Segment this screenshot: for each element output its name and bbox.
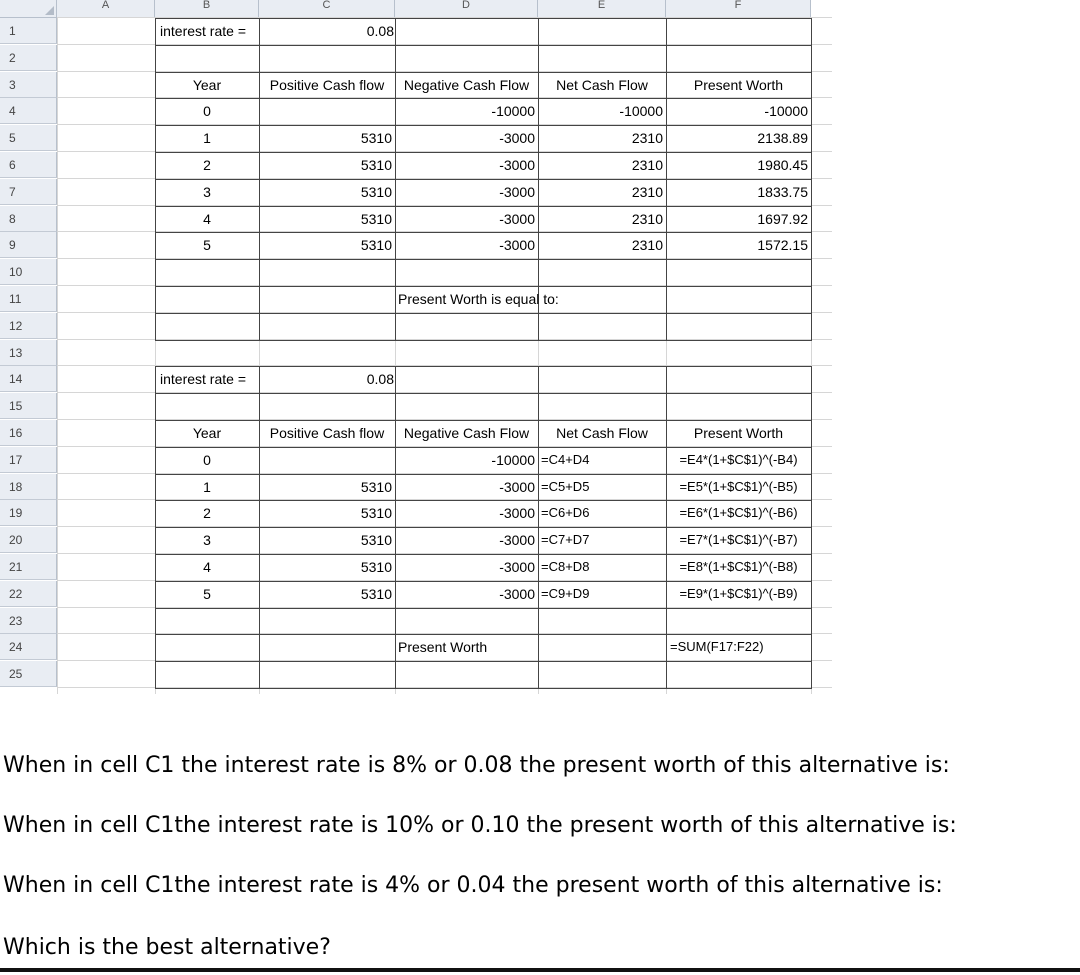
cell-B14[interactable]: interest rate = <box>160 371 246 387</box>
cell-border <box>395 608 539 636</box>
cell-border <box>259 634 396 662</box>
question-4: Which is the best alternative? <box>3 935 331 960</box>
cell-border <box>395 366 539 394</box>
gridline-vertical <box>57 18 58 694</box>
column-header-E[interactable]: E <box>538 0 666 18</box>
table-cell[interactable]: =E7*(1+$C$1)^(-B7) <box>679 532 798 548</box>
cell-border <box>155 45 260 73</box>
cell-border <box>395 45 539 73</box>
row-header-2[interactable]: 2 <box>0 45 57 71</box>
table-cell[interactable]: 1 <box>203 478 211 495</box>
cell-border <box>155 259 260 287</box>
table-cell[interactable]: -10000 <box>491 103 535 120</box>
cell-border <box>395 393 539 421</box>
table-cell[interactable] <box>259 447 395 473</box>
column-label-negative-cash-flow[interactable]: Negative Cash Flow <box>403 425 530 441</box>
table-cell[interactable]: 5310 <box>360 559 392 575</box>
table-cell[interactable]: -3000 <box>499 183 535 200</box>
table-cell[interactable]: =C4+D4 <box>541 451 590 467</box>
row-header-25[interactable]: 25 <box>0 661 57 687</box>
column-header-C[interactable]: C <box>259 0 395 18</box>
column-label-year[interactable]: Year <box>192 425 222 441</box>
row-header-18[interactable]: 18 <box>0 474 57 500</box>
cell-border <box>538 18 667 46</box>
row-header-10[interactable]: 10 <box>0 259 57 285</box>
table-cell[interactable]: -3000 <box>499 559 535 575</box>
table-cell[interactable]: -3000 <box>499 505 535 522</box>
column-header-B[interactable]: B <box>155 0 259 18</box>
cell-border <box>259 45 396 73</box>
table-cell[interactable]: 3 <box>203 183 211 200</box>
table-cell[interactable]: -10000 <box>491 451 535 468</box>
cell-border <box>155 608 260 636</box>
row-header-11[interactable]: 11 <box>0 286 57 312</box>
table-cell[interactable]: 1980.45 <box>757 157 808 173</box>
cell-border <box>666 313 812 341</box>
table-cell[interactable]: 0 <box>203 451 211 468</box>
cell-border <box>666 608 812 636</box>
cell-border <box>259 259 396 287</box>
cell-border <box>395 661 539 689</box>
select-all-icon <box>45 6 54 15</box>
cell-border <box>155 393 260 421</box>
cell-B1[interactable]: interest rate = <box>160 23 246 39</box>
row-header-16[interactable]: 16 <box>0 420 57 446</box>
row-header-21[interactable]: 21 <box>0 554 57 580</box>
cell-D11[interactable]: Present Worth is equal to: <box>398 291 559 307</box>
table-cell[interactable]: 2310 <box>631 210 663 227</box>
table-cell[interactable]: =E8*(1+$C$1)^(-B8) <box>679 559 798 574</box>
row-header-9[interactable]: 9 <box>0 232 57 258</box>
cell-D24[interactable]: Present Worth <box>398 639 488 655</box>
table-cell[interactable]: 1572.15 <box>757 237 808 254</box>
table-cell[interactable]: -3000 <box>499 210 535 227</box>
cell-C1[interactable]: 0.08 <box>366 23 394 39</box>
cell-border <box>259 608 396 636</box>
table-cell[interactable]: 5310 <box>360 183 392 200</box>
cell-border <box>395 313 539 341</box>
cell-border <box>259 393 396 421</box>
row-header-15[interactable]: 15 <box>0 393 57 419</box>
column-label-present-worth[interactable]: Present Worth <box>693 425 784 441</box>
cell-border <box>666 259 812 287</box>
cell-border <box>666 393 812 421</box>
table-cell[interactable]: 2 <box>203 157 211 173</box>
question-3: When in cell C1the interest rate is 4% or 0.04 the present worth of this alternative is: <box>3 873 943 898</box>
table-cell[interactable]: -3000 <box>499 532 535 549</box>
table-cell[interactable]: -3000 <box>499 585 535 602</box>
table-cell[interactable]: =E4*(1+$C$1)^(-B4) <box>679 451 798 467</box>
row-header-17[interactable]: 17 <box>0 447 57 473</box>
table-cell[interactable]: 1833.75 <box>757 183 808 200</box>
table-cell[interactable]: -3000 <box>499 157 535 173</box>
table-cell[interactable]: 4 <box>203 210 211 227</box>
table-cell[interactable]: 5310 <box>360 505 392 522</box>
table-cell[interactable]: 2310 <box>631 130 663 147</box>
table-cell[interactable]: -3000 <box>499 237 535 254</box>
cell-border <box>538 661 667 689</box>
table-cell[interactable]: =C6+D6 <box>541 505 590 521</box>
row-header-5[interactable]: 5 <box>0 125 57 151</box>
table-cell[interactable]: 5310 <box>360 237 392 254</box>
cell-border <box>538 313 667 341</box>
column-header-F[interactable]: F <box>666 0 811 18</box>
bottom-divider <box>0 968 1080 972</box>
cell-border <box>259 286 396 314</box>
table-cell[interactable]: =E5*(1+$C$1)^(-B5) <box>679 478 798 494</box>
row-header-13[interactable]: 13 <box>0 340 57 366</box>
column-label-net-cash-flow[interactable]: Net Cash Flow <box>556 425 648 441</box>
table-cell[interactable]: 5310 <box>360 585 392 602</box>
column-label-net-cash-flow[interactable]: Net Cash Flow <box>556 76 648 93</box>
cell-border <box>666 366 812 394</box>
row-header-3[interactable]: 3 <box>0 72 57 98</box>
cell-border <box>538 259 667 287</box>
table-cell[interactable]: =C9+D9 <box>541 585 590 601</box>
table-cell[interactable]: 5 <box>203 237 211 254</box>
row-header-23[interactable]: 23 <box>0 608 57 634</box>
table-cell[interactable]: 2310 <box>631 237 663 254</box>
table-cell[interactable]: 3 <box>203 532 211 549</box>
table-cell[interactable]: 0 <box>203 103 211 120</box>
table-cell[interactable]: =C5+D5 <box>541 478 590 494</box>
table-cell[interactable]: 5 <box>203 585 211 602</box>
cell-border <box>666 661 812 689</box>
row-header-24[interactable]: 24 <box>0 634 57 660</box>
table-cell[interactable]: 5310 <box>360 130 392 147</box>
cell-border <box>259 313 396 341</box>
row-header-19[interactable]: 19 <box>0 500 57 526</box>
row-header-6[interactable]: 6 <box>0 152 57 178</box>
column-label-year[interactable]: Year <box>192 76 222 93</box>
cell-border <box>538 608 667 636</box>
row-header-7[interactable]: 7 <box>0 179 57 205</box>
column-label-negative-cash-flow[interactable]: Negative Cash Flow <box>403 76 530 93</box>
table-cell[interactable]: -3000 <box>499 478 535 495</box>
table-cell[interactable]: 2310 <box>631 157 663 173</box>
cell-border <box>666 45 812 73</box>
table-cell[interactable]: =C7+D7 <box>541 532 590 548</box>
cell-F24[interactable]: =SUM(F17:F22) <box>670 639 764 654</box>
table-cell[interactable]: 5310 <box>360 210 392 227</box>
cell-border <box>538 393 667 421</box>
column-label-present-worth[interactable]: Present Worth <box>693 76 784 93</box>
cell-border <box>666 18 812 46</box>
table-cell[interactable]: 5310 <box>360 532 392 549</box>
table-cell[interactable]: -10000 <box>619 103 663 120</box>
cell-border <box>538 45 667 73</box>
question-2: When in cell C1the interest rate is 10% or 0.10 the present worth of this alternative is: <box>3 813 957 838</box>
table-cell[interactable]: 5310 <box>360 478 392 495</box>
table-cell[interactable]: 1697.92 <box>757 210 808 227</box>
table-cell[interactable]: -10000 <box>764 103 808 120</box>
table-cell[interactable]: -3000 <box>499 130 535 147</box>
cell-border <box>155 661 260 689</box>
table-cell[interactable]: =E9*(1+$C$1)^(-B9) <box>679 585 798 601</box>
cell-border <box>155 634 260 662</box>
column-header-D[interactable]: D <box>395 0 538 18</box>
row-header-1[interactable]: 1 <box>0 18 57 44</box>
cell-border <box>538 366 667 394</box>
cell-C14[interactable]: 0.08 <box>366 371 394 387</box>
cell-border <box>155 313 260 341</box>
table-cell[interactable]: 5310 <box>360 157 392 173</box>
question-1: When in cell C1 the interest rate is 8% or 0.08 the present worth of this alternative is: <box>3 753 950 778</box>
row-header-20[interactable]: 20 <box>0 527 57 553</box>
table-cell[interactable]: 4 <box>203 559 211 575</box>
cell-border <box>395 18 539 46</box>
row-header-12[interactable]: 12 <box>0 313 57 339</box>
table-cell[interactable]: 1 <box>203 130 211 147</box>
cell-border <box>259 661 396 689</box>
select-all-corner[interactable] <box>0 0 57 18</box>
table-cell[interactable]: 2310 <box>631 183 663 200</box>
row-header-22[interactable]: 22 <box>0 581 57 607</box>
cell-border <box>538 634 667 662</box>
table-cell[interactable]: =C8+D8 <box>541 559 590 574</box>
cell-border <box>155 286 260 314</box>
column-header-A[interactable]: A <box>57 0 155 18</box>
table-cell[interactable] <box>259 98 395 124</box>
row-header-14[interactable]: 14 <box>0 366 57 392</box>
row-header-8[interactable]: 8 <box>0 206 57 232</box>
column-label-positive-cash-flow[interactable]: Positive Cash flow <box>269 425 385 441</box>
table-cell[interactable]: 2138.89 <box>757 130 808 147</box>
column-label-positive-cash-flow[interactable]: Positive Cash flow <box>269 76 385 93</box>
cell-border <box>395 259 539 287</box>
row-header-4[interactable]: 4 <box>0 98 57 124</box>
table-cell[interactable]: =E6*(1+$C$1)^(-B6) <box>679 505 798 521</box>
table-cell[interactable]: 2 <box>203 505 211 522</box>
